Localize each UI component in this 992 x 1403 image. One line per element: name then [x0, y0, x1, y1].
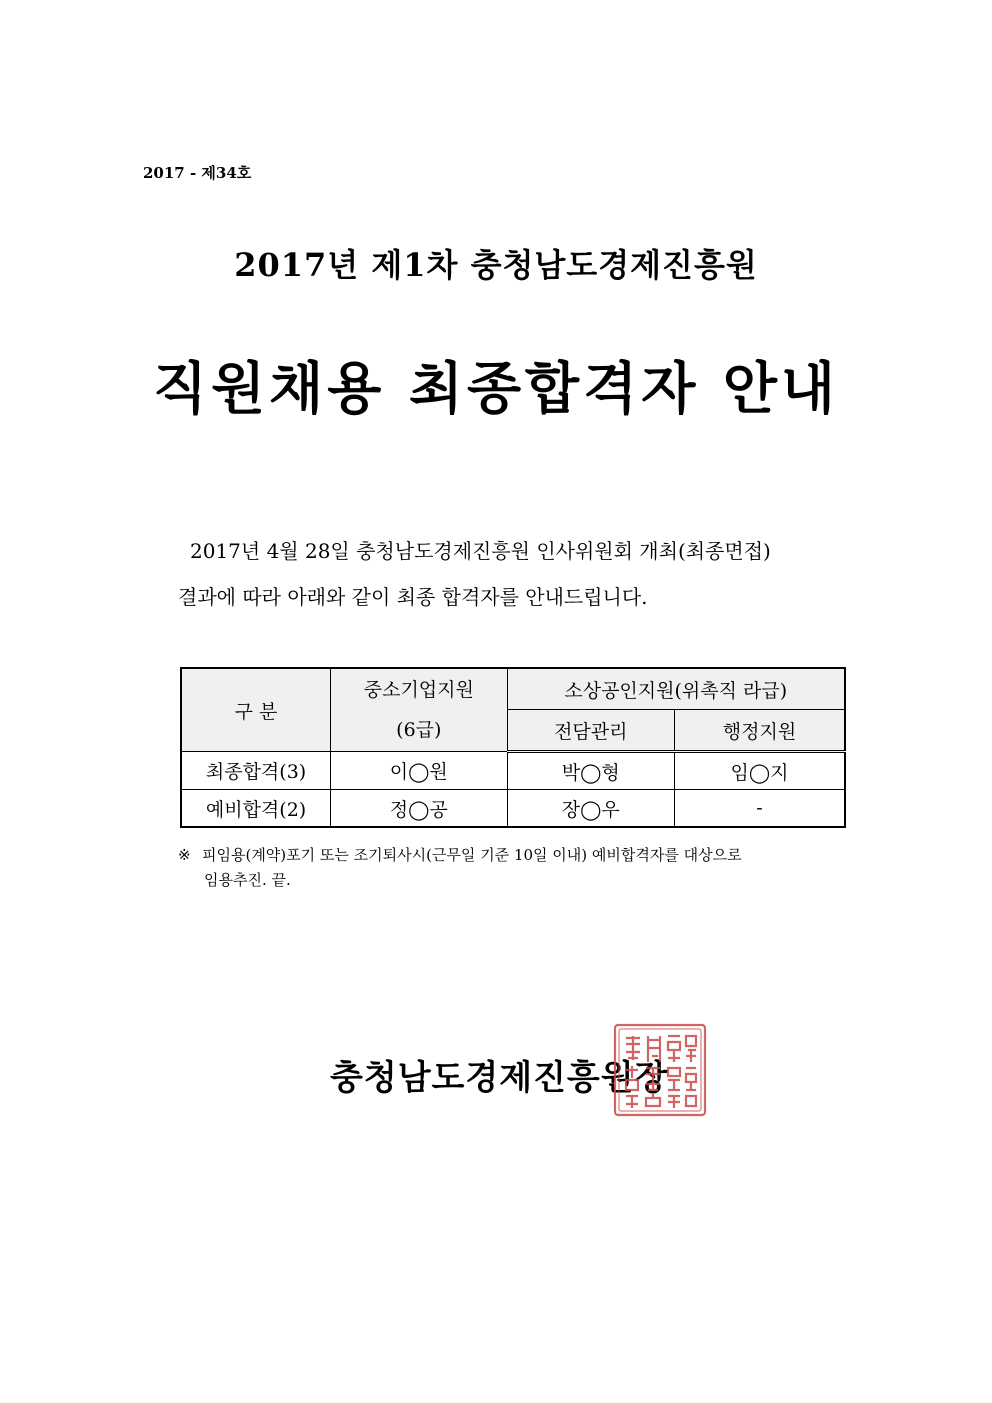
footnote-line-2: 임용추진. 끝. — [204, 871, 291, 889]
intro-paragraph — [178, 528, 858, 620]
title-line-1: 2017년 제1차 충청남도경제진흥원 — [234, 246, 758, 284]
cell-sme: 정◯공 — [331, 790, 507, 828]
footnote-line-1: 피임용(계약)포기 또는 조기퇴사시(근무일 기준 10일 이내) 예비합격자를 대상으로 — [202, 846, 742, 864]
result-table — [180, 667, 846, 828]
header-sme-support — [331, 668, 507, 752]
official-seal-icon — [612, 1022, 708, 1118]
row-label: 예비합격(2) — [181, 790, 331, 828]
cell-admin: - — [675, 790, 845, 828]
header-category: 구 분 — [181, 668, 331, 752]
reference-mark-icon: ※ — [178, 846, 191, 864]
issuer-name: 충청남도경제진흥원장 — [330, 1058, 669, 1098]
cell-sme: 이◯원 — [331, 752, 507, 790]
footnote — [178, 843, 868, 893]
intro-line-1: 2017년 4월 28일 충청남도경제진흥원 인사위원회 개최(최종면접) — [190, 539, 771, 563]
cell-dedicated: 장◯우 — [507, 790, 674, 828]
header-sme-grade: (6급) — [396, 719, 442, 741]
table-row — [181, 752, 845, 790]
title-line-2: 직원채용 최종합격자 안내 — [152, 356, 840, 422]
row-label: 최종합격(3) — [181, 752, 331, 790]
header-small-biz-support: 소상공인지원(위촉직 라급) — [507, 668, 845, 710]
intro-line-2: 결과에 따라 아래와 같이 최종 합격자를 안내드립니다. — [178, 585, 648, 609]
header-sme-support-label: 중소기업지원 — [363, 679, 474, 701]
cell-admin: 임◯지 — [675, 752, 845, 790]
header-admin-support: 행정지원 — [675, 710, 845, 752]
header-dedicated-management: 전담관리 — [507, 710, 674, 752]
document-number: 2017 - 제34호 — [143, 164, 252, 182]
cell-dedicated: 박◯형 — [507, 752, 674, 790]
table-row — [181, 790, 845, 828]
